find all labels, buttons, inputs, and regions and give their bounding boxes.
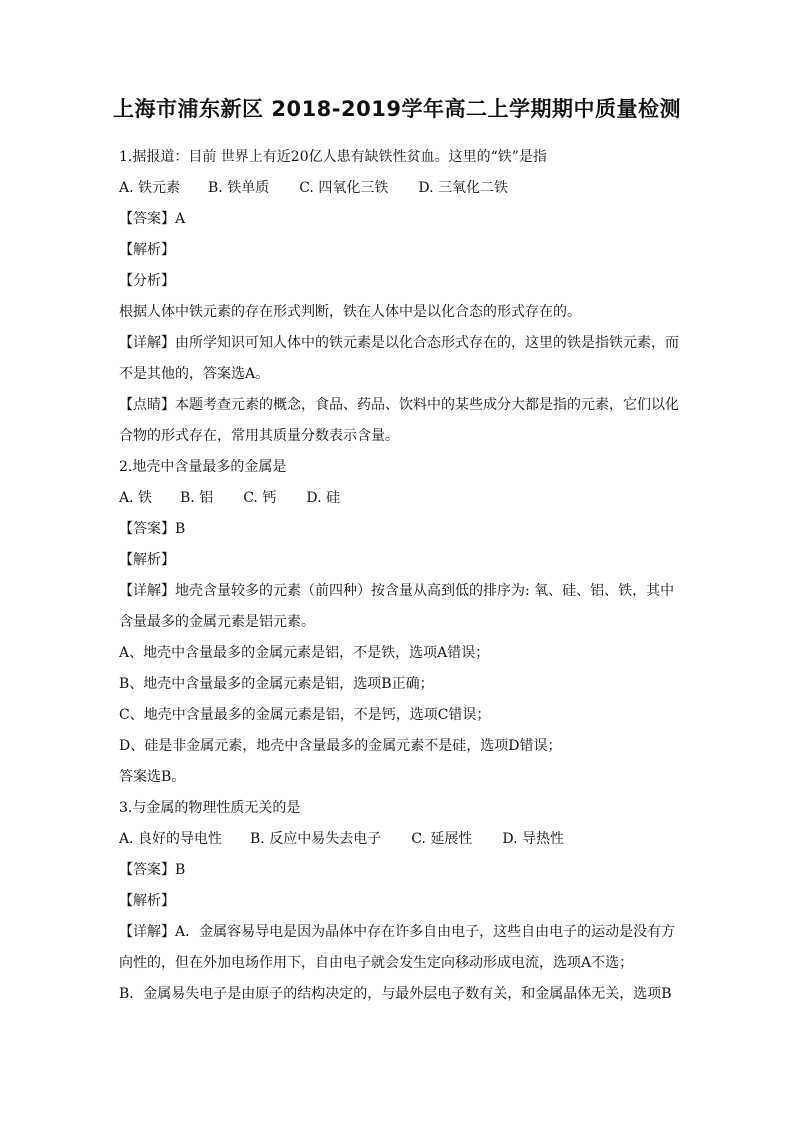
- question-1-option-b: B. 铁单质: [208, 180, 270, 196]
- question-2-option-b-explanation: B、地壳中含量最多的金属元素是铝，选项B正确；: [119, 676, 434, 692]
- question-2-analysis-label: 【解析】: [119, 552, 175, 568]
- question-2-option-a: A. 铁: [119, 490, 153, 506]
- question-3-detail-line: 向性的，但在外加电场作用下，自由电子就会发生定向移动形成电流，选项A不选；: [119, 955, 634, 971]
- question-1-dianjing-line: 【点睛】本题考查元素的概念，食品、药品、饮料中的某些成分大都是指的元素，它们以化: [119, 397, 679, 413]
- question-3-option-a: A. 良好的导电性: [119, 831, 223, 847]
- document-body: [119, 142, 679, 1010]
- question-3-analysis-label: 【解析】: [119, 893, 175, 909]
- question-1-option-a: A. 铁元素: [119, 180, 181, 196]
- page-title: 上海市浦东新区 2018-2019学年高二上学期期中质量检测: [113, 97, 681, 121]
- question-2-options: [119, 483, 679, 514]
- question-3-answer: 【答案】B: [119, 862, 186, 878]
- question-2-option-c: C. 钙: [243, 490, 277, 506]
- question-1-detail-line: 不是其他的，答案选A。: [119, 366, 270, 382]
- question-1-analysis-label: 【解析】: [119, 242, 175, 258]
- question-1-answer: 【答案】A: [119, 211, 186, 227]
- question-1-fenxi-text: 根据人体中铁元素的存在形式判断，铁在人体中是以化合态的形式存在的。: [119, 304, 581, 320]
- question-1-dianjing-line: 合物的形式存在，常用其质量分数表示含量。: [119, 428, 399, 444]
- question-1-options: [119, 173, 679, 204]
- question-1-option-d: D. 三氧化二铁: [418, 180, 508, 196]
- question-3-detail-line: B．金属易失电子是由原子的结构决定的，与最外层电子数有关，和金属晶体无关，选项B: [119, 986, 672, 1002]
- question-2-option-c-explanation: C、地壳中含量最多的金属元素是铝，不是钙，选项C错误；: [119, 707, 491, 723]
- question-1-option-c: C. 四氧化三铁: [299, 180, 389, 196]
- question-2-option-a-explanation: A、地壳中含量最多的金属元素是铝，不是铁，选项A错误；: [119, 645, 490, 661]
- question-3-options: [119, 824, 679, 855]
- question-2-option-d-explanation: D、硅是非金属元素，地壳中含量最多的金属元素不是硅，选项D错误；: [119, 738, 562, 754]
- question-2-conclusion: 答案选B。: [119, 769, 186, 785]
- question-2-detail-line: 【详解】地壳含量较多的元素（前四种）按含量从高到低的排序为: 氧、硅、铝、铁，其中: [119, 583, 675, 599]
- question-3-option-b: B. 反应中易失去电子: [250, 831, 382, 847]
- question-2-option-d: D. 硅: [306, 490, 340, 506]
- question-2-answer: 【答案】B: [119, 521, 186, 537]
- question-1-fenxi-label: 【分析】: [119, 273, 175, 289]
- question-2-detail-line: 含量最多的金属元素是铝元素。: [119, 614, 315, 630]
- question-2-option-b: B. 铝: [180, 490, 214, 506]
- question-3-detail-line: 【详解】A．金属容易导电是因为晶体中存在许多自由电子，这些自由电子的运动是没有方: [119, 924, 676, 940]
- question-3-stem: 3.与金属的物理性质无关的是: [119, 800, 301, 816]
- question-3-option-c: C. 延展性: [411, 831, 473, 847]
- question-3-option-d: D. 导热性: [502, 831, 564, 847]
- question-1-stem: 1.据报道：目前 世界上有近20亿人患有缺铁性贫血。这里的“铁”是指: [119, 149, 547, 165]
- question-1-detail-line: 【详解】由所学知识可知人体中的铁元素是以化合态形式存在的，这里的铁是指铁元素，而: [119, 335, 679, 351]
- question-2-stem: 2.地壳中含量最多的金属是: [119, 459, 287, 475]
